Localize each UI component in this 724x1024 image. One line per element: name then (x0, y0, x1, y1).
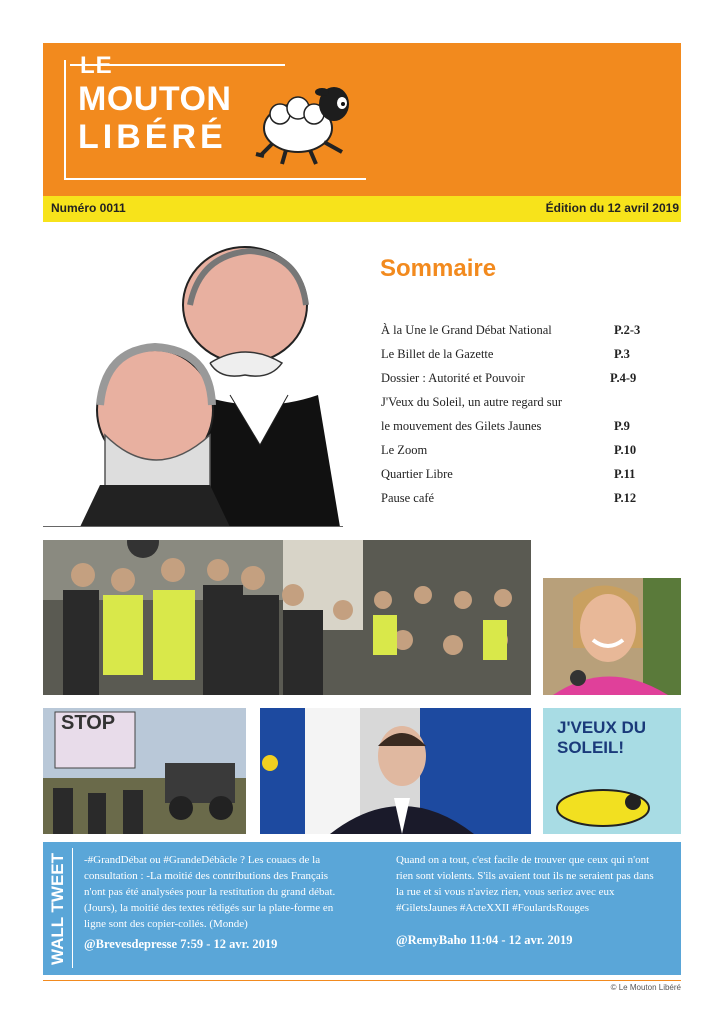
table-of-contents (381, 318, 681, 510)
portrait-illustration (60, 245, 350, 527)
footer-credit: © Le Mouton Libéré (610, 983, 681, 992)
masthead-frame-bottom (64, 178, 366, 180)
toc-item-page: P.9 (614, 419, 630, 433)
toc-item-title: Le Zoom (381, 443, 428, 457)
toc-item-page: P.12 (614, 491, 637, 505)
sommaire-title: Sommaire (380, 255, 497, 282)
toc-item[interactable] (381, 366, 681, 390)
toc-item-title: le mouvement des Gilets Jaunes (381, 419, 542, 433)
stop-sign-text: STOP (61, 712, 116, 734)
toc-item-page: P.10 (614, 443, 637, 457)
tweet-text: -#GrandDébat ou #GrandeDébâcle ? Les couacs de la consultation : -La moitié des contributions des Français n'ont pas été analysées pour la restitution du grand débat. (Jours), la moitié des textes rédigés sur la plate-forme en ligne sont des copier-collés. (Monde) (84, 854, 336, 930)
tweet-card[interactable] (396, 852, 656, 948)
logo-line-libere: LIBÉRÉ (78, 118, 227, 156)
toc-item[interactable] (381, 462, 681, 486)
woman-portrait-photo (543, 578, 681, 695)
poster-title: J'VEUX DU SOLEIL! (557, 718, 647, 757)
masthead-frame-left (64, 60, 66, 180)
president-photo (260, 708, 531, 834)
toc-item-title: J'Veux du Soleil, un autre regard sur (381, 395, 563, 409)
wall-tweet-label-text: WALL TWEET (48, 852, 67, 965)
toc-item[interactable] (381, 318, 681, 342)
toc-item[interactable] (381, 438, 681, 462)
sheep-logo-icon (250, 70, 360, 170)
toc-item-title: À la Une le Grand Débat National (381, 323, 552, 337)
tweet-author[interactable]: @Brevesdepresse 7:59 - 12 avr. 2019 (84, 937, 278, 951)
illustration-baseline (43, 526, 343, 527)
toc-item[interactable] (381, 390, 681, 414)
film-poster-photo (543, 708, 681, 834)
stop-protest-photo (43, 708, 246, 834)
portrait-flag-icon (260, 708, 531, 834)
tweet-author[interactable]: @RemyBaho 11:04 - 12 avr. 2019 (396, 933, 573, 947)
toc-item-page: P.11 (614, 467, 636, 481)
toc-item-title: Pause café (381, 491, 435, 505)
logo-line-mouton: MOUTON (78, 80, 232, 118)
toc-item[interactable] (381, 342, 681, 366)
wall-tweet-divider (72, 848, 73, 968)
tweet-text: Quand on a tout, c'est facile de trouver que ceux qui n'ont rien sont violents. S'ils avaient tout ils ne seraient pas dans la rue et si vous n'aviez rien, vous seriez avec eux #GiletsJaunes #ActeXXII #FoulardsRouges (396, 854, 654, 914)
logo-line-le: LE (80, 52, 113, 79)
toc-item-title: Quartier Libre (381, 467, 453, 481)
toc-item-page: P.3 (614, 347, 630, 361)
portrait-icon (543, 578, 681, 695)
toc-item-title: Dossier : Autorité et Pouvoir (381, 371, 525, 385)
toc-item[interactable] (381, 486, 681, 510)
toc-item-title: Le Billet de la Gazette (381, 347, 494, 361)
toc-item-page: P.2-3 (614, 323, 641, 337)
crowd-photo (43, 540, 531, 695)
toc-item-page: P.4-9 (610, 371, 637, 385)
edition-date: Édition du 12 avril 2019 (545, 201, 679, 215)
issue-number: Numéro 0011 (51, 201, 126, 215)
toc-item[interactable] (381, 414, 681, 438)
tweet-card[interactable] (84, 852, 352, 952)
wall-tweet-label (44, 842, 72, 975)
footer-rule (43, 980, 681, 981)
crowd-scene-icon (43, 540, 531, 695)
